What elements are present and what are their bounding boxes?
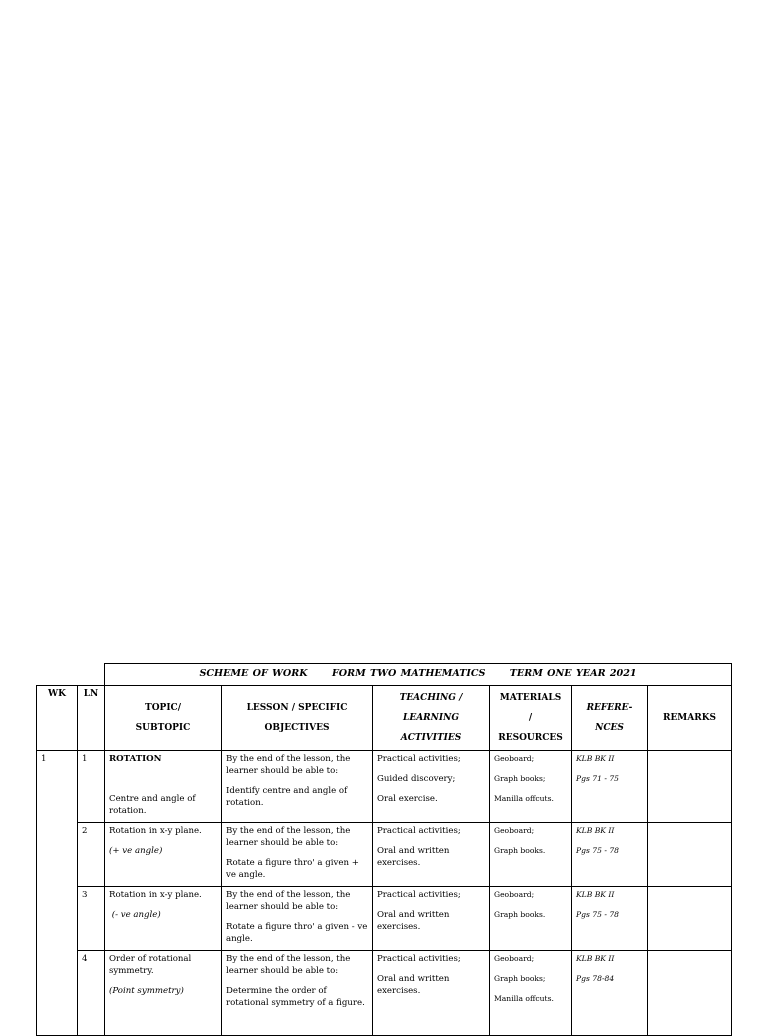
materials-cell [490,751,572,823]
activities-cell [373,823,490,887]
header-objectives-line1: LESSON / SPECIFIC [246,703,348,713]
activity-item: Practical activities; [377,890,461,900]
table-row [37,951,732,1036]
table-row [37,887,732,951]
material-item: Geoboard; [494,754,535,763]
objectives-cell [222,751,373,823]
topic-sub: (+ ve angle) [109,846,163,856]
topic-main: ROTATION [109,754,162,764]
objective-intro: By the end of the lesson, the learner should be able to: [226,826,351,848]
title-term: TERM ONE YEAR 2021 [509,667,637,679]
topic-cell [105,887,222,951]
header-references-line2: NCES [595,723,624,733]
topic-cell [105,751,222,823]
scheme-table [36,663,732,1036]
reference-book: KLB BK II [576,954,615,963]
objective-intro: By the end of the lesson, the learner should be able to: [226,890,351,912]
objective-intro: By the end of the lesson, the learner should be able to: [226,954,351,976]
table-row [37,751,732,823]
remarks-cell [648,823,732,887]
activity-item: Practical activities; [377,826,461,836]
topic-sub: (Point symmetry) [109,986,184,996]
lesson-number: 2 [78,823,105,887]
reference-pages: Pgs 75 - 78 [576,846,620,855]
objective-text: Rotate a figure thro' a given - ve angle. [226,922,368,944]
header-references-line1: REFERE- [586,703,633,713]
activity-item: Guided discovery; [377,774,456,784]
header-remarks: REMARKS [648,686,732,751]
activity-item: Practical activities; [377,754,461,764]
objective-text: Rotate a figure thro' a given + ve angle. [226,858,359,880]
header-materials-line3: RESOURCES [498,733,563,743]
activities-cell [373,751,490,823]
header-objectives-line2: OBJECTIVES [264,723,330,733]
header-wk: WK [37,686,78,751]
header-materials-line1: MATERIALS [499,693,562,703]
lesson-number: 3 [78,887,105,951]
material-item: Manilla offcuts. [494,794,554,803]
objectives-cell [222,887,373,951]
topic-sub: Centre and angle of rotation. [109,794,196,816]
week-cell: 1 [37,751,78,1036]
activity-item: Oral and written exercises. [377,846,450,868]
lesson-number: 4 [78,951,105,1036]
material-item: Manilla offcuts. [494,994,554,1003]
topic-sub: (- ve angle) [109,910,161,920]
objectives-cell [222,823,373,887]
activities-cell [373,951,490,1036]
reference-book: KLB BK II [576,890,615,899]
reference-pages: Pgs 71 - 75 [576,774,620,783]
materials-cell [490,951,572,1036]
document-title [105,664,732,686]
header-row [37,686,732,751]
activity-item: Oral and written exercises. [377,974,450,996]
topic-cell [105,951,222,1036]
reference-pages: Pgs 75 - 78 [576,910,620,919]
lesson-number: 1 [78,751,105,823]
scheme-of-work-document [36,663,731,1036]
blank-cell [37,664,105,686]
objectives-cell [222,951,373,1036]
objective-intro: By the end of the lesson, the learner should be able to: [226,754,351,776]
objective-text: Identify centre and angle of rotation. [226,786,348,808]
material-item: Geoboard; [494,826,535,835]
activity-item: Oral and written exercises. [377,910,450,932]
header-activities-line2: ACTIVITIES [400,733,462,743]
objective-text: Determine the order of rotational symmetry of a figure. [226,986,365,1008]
remarks-cell [648,887,732,951]
material-item: Graph books; [494,774,546,783]
remarks-cell [648,751,732,823]
header-objectives [222,686,373,751]
header-topic [105,686,222,751]
header-materials [490,686,572,751]
material-item: Graph books. [494,846,546,855]
header-references [572,686,648,751]
topic-cell [105,823,222,887]
activity-item: Practical activities; [377,954,461,964]
reference-book: KLB BK II [576,754,615,763]
header-ln: LN [78,686,105,751]
title-row [37,664,732,686]
references-cell [572,887,648,951]
activities-cell [373,887,490,951]
topic-main: Rotation in x-y plane. [109,890,202,900]
references-cell [572,951,648,1036]
materials-cell [490,823,572,887]
material-item: Graph books; [494,974,546,983]
activity-item: Oral exercise. [377,794,438,804]
topic-main: Rotation in x-y plane. [109,826,202,836]
material-item: Graph books. [494,910,546,919]
material-item: Geoboard; [494,890,535,899]
reference-pages: Pgs 78-84 [576,974,615,983]
header-activities [373,686,490,751]
references-cell [572,751,648,823]
topic-main: Order of rotational symmetry. [109,954,192,976]
remarks-cell [648,951,732,1036]
material-item: Geoboard; [494,954,535,963]
table-row [37,823,732,887]
title-subject: FORM TWO MATHEMATICS [331,667,486,679]
materials-cell [490,887,572,951]
header-topic-line2: SUBTOPIC [135,723,191,733]
header-activities-line1: TEACHING / LEARNING [399,693,463,723]
reference-book: KLB BK II [576,826,615,835]
title-scheme: SCHEME OF WORK [199,667,308,679]
references-cell [572,823,648,887]
header-topic-line1: TOPIC/ [145,703,181,713]
header-materials-line2: / [528,713,533,723]
